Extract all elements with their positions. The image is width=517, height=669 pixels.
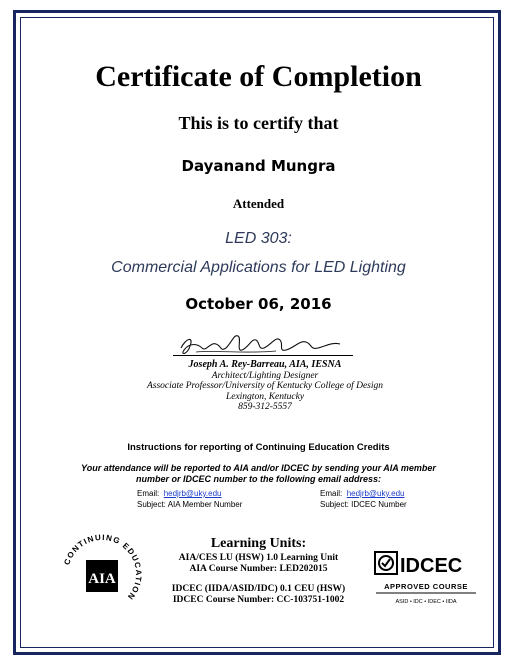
signer-phone: 859-312-5557 [238,402,292,412]
recipient-name: Dayanand Mungra [181,157,336,175]
instructions-body [0,463,517,485]
attended-label: Attended [232,196,285,211]
idcec-ceu-line: IDCEC (IIDA/ASID/IDC) 0.1 CEU (HSW) [171,584,346,594]
aia-lu-line: AIA/CES LU (HSW) 1.0 Learning Unit [178,553,339,563]
aia-email-subject: Subject: AIA Member Number [137,500,243,509]
instructions-line-1: Your attendance will be reported to AIA and/or IDCEC by sending your AIA member [81,463,436,473]
course-title: Commercial Applications for LED Lighting [111,259,406,276]
aia-ring-text: CONTINUING EDUCATION [62,532,144,602]
idcec-wordmark: IDCEC [400,555,463,577]
idcec-email-link[interactable]: hedjrb@uky.edu [346,489,405,498]
signer-name: Joseph A. Rey-Barreau, AIA, IESNA [188,359,342,370]
instructions-line-2: number or IDCEC number to the following email address: [135,474,382,484]
learning-units-title: Learning Units: [210,536,307,551]
certify-line: This is to certify that [178,113,339,133]
course-code: LED 303: [225,230,292,247]
signer-role: Architect/Lighting Designer [211,370,319,381]
signer-position: Associate Professor/University of Kentucky College of Design [146,381,384,391]
aia-email-label: Email: [137,489,160,498]
aia-email-link[interactable]: hedjrb@uky.edu [163,489,222,498]
signer-block [110,360,420,413]
aia-email-block [137,488,242,510]
idcec-approved-course-logo [374,550,478,610]
signer-location: Lexington, Kentucky [225,391,305,402]
idcec-members: ASID • IDC • IDEC • IIDA [395,599,457,605]
aia-mark-text: AIA [88,571,116,587]
aia-course-number: AIA Course Number: LED202015 [189,564,328,574]
aia-continuing-education-logo [60,532,144,616]
signature-line [173,355,353,356]
idcec-email-block [320,488,407,510]
instructions-title: Instructions for reporting of Continuing Education Credits [127,442,390,453]
certificate-title: Certificate of Completion [95,60,422,93]
idcec-email-subject: Subject: IDCEC Number [320,500,407,509]
idcec-course-number: IDCEC Course Number: CC-103751-1002 [172,595,345,605]
completion-date: October 06, 2016 [185,295,332,313]
idcec-email-label: Email: [320,489,343,498]
idcec-tagline: APPROVED COURSE [384,582,468,591]
